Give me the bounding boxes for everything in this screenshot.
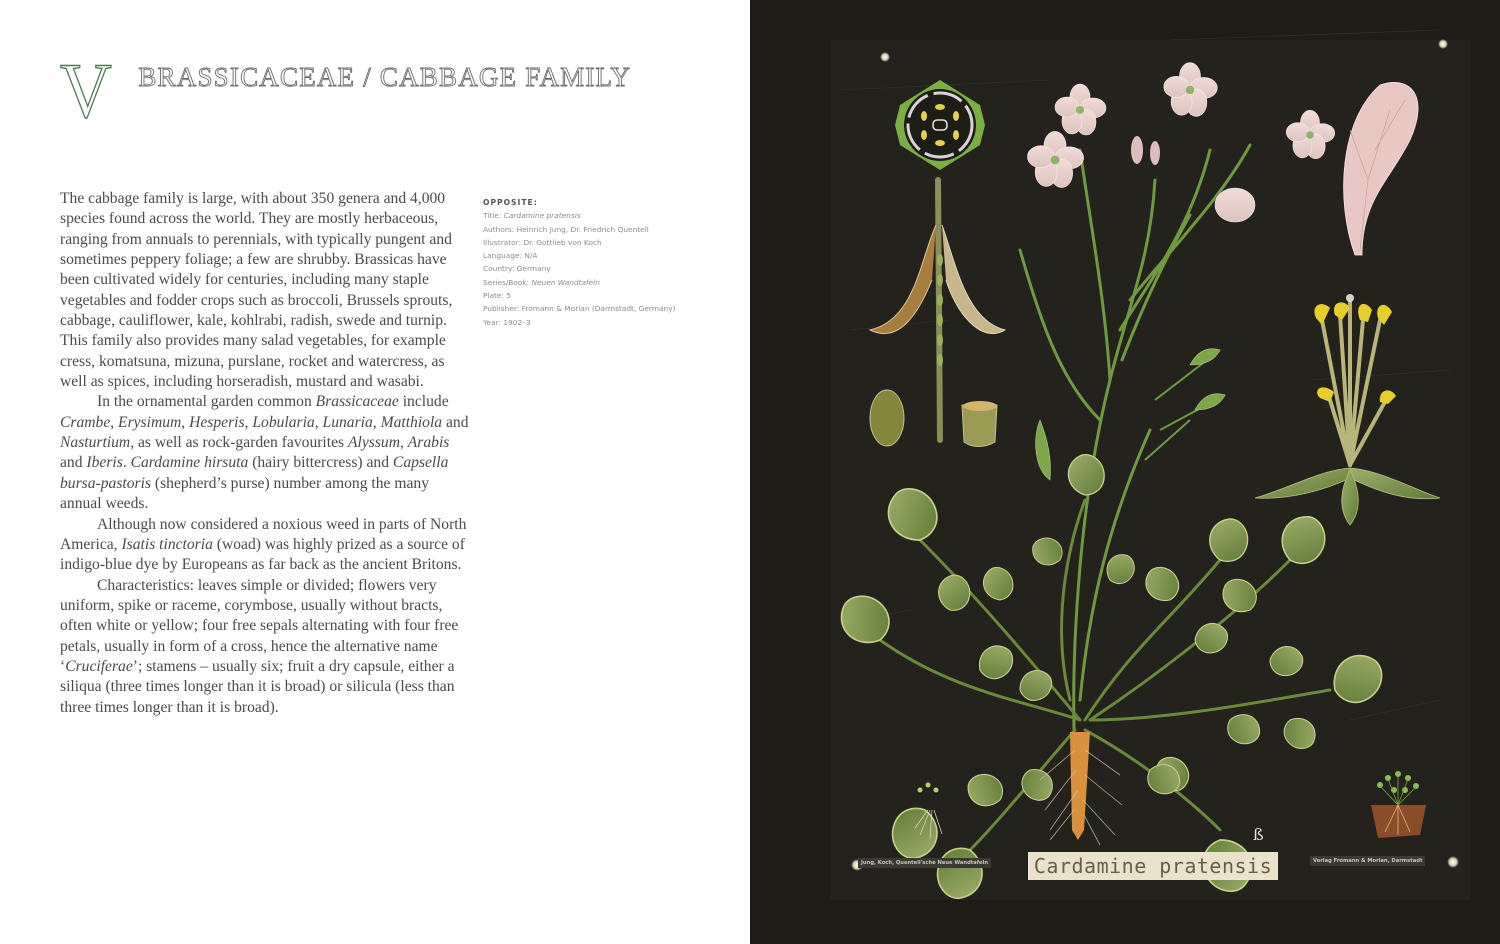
text-run: In the ornamental garden common: [97, 393, 316, 411]
body-text: [60, 189, 472, 718]
text-run: (woad) was highly prized as a source of indigo-blue dye by Europeans as far back as the ancient Britons.: [60, 535, 465, 574]
text-run: ,: [244, 413, 253, 431]
metadata-label: Plate:: [483, 291, 507, 301]
text-run: ,: [372, 413, 381, 431]
text-run: ,: [314, 413, 323, 431]
body-paragraph: [60, 515, 472, 576]
metadata-value: Heinrich Jung, Dr. Friedrich Quentell: [516, 224, 649, 234]
italic-term: Matthiola: [380, 413, 443, 431]
text-run: include: [398, 393, 449, 411]
text-run: (shepherd’s purse) number among the many annual weeds.: [60, 474, 429, 513]
metadata-label: Publisher:: [483, 304, 522, 314]
metadata-label: Country:: [483, 264, 517, 274]
publisher-monogram: ß: [1253, 825, 1264, 844]
body-paragraph: [60, 576, 472, 718]
sidebar-heading: OPPOSITE:: [483, 198, 538, 207]
italic-term: Nasturtium: [60, 434, 131, 452]
plate-caption-sidebar: [483, 196, 713, 329]
text-run: .: [122, 454, 131, 472]
metadata-row: [483, 236, 713, 249]
metadata-row: [483, 302, 713, 315]
metadata-row: [483, 209, 713, 222]
species-label: Cardamine pratensis: [1028, 852, 1278, 880]
metadata-row: [483, 262, 713, 275]
plant-illustration: [750, 0, 1500, 944]
metadata-label: Authors:: [483, 224, 517, 234]
body-paragraph: [60, 189, 472, 392]
metadata-value: Cardamine pratensis: [503, 211, 581, 221]
text-run: Characteristics: leaves simple or divided; flowers very uniform, spike or raceme, corymbose, usually without bracts, often white or yellow; four free sepals alternating with four free petals, usually in form of a cross, hence the alternative name ‘: [60, 576, 459, 675]
chart-series-caption: Jung, Koch, Quentell'sche Neue Wandtafeln: [858, 858, 991, 868]
text-run: ’; stamens – usually six; fruit a dry capsule, either a siliqua (three times longer than it is broad) or silicula (less than three times longer than it is broad).: [60, 657, 455, 716]
italic-term: Isatis tinctoria: [121, 535, 213, 553]
metadata-value: 1902–3: [503, 317, 531, 327]
metadata-label: Language:: [483, 251, 525, 261]
metadata-label: Series/Book:: [483, 277, 532, 287]
metadata-value: Germany: [516, 264, 551, 274]
text-run: and: [60, 454, 87, 472]
metadata-label: Illustrator:: [483, 237, 524, 247]
text-run: Although now considered a noxious weed in parts of North America,: [60, 515, 467, 553]
metadata-row: [483, 249, 713, 262]
metadata-row: [483, 223, 713, 236]
italic-term: Alyssum: [347, 434, 400, 452]
text-run: (hairy bittercress) and: [248, 454, 393, 472]
italic-term: Cardamine hirsuta: [130, 454, 249, 472]
italic-term: Lunaria: [322, 413, 373, 431]
italic-term: Cruciferae: [65, 657, 133, 675]
italic-term: Brassicaceae: [315, 393, 399, 411]
chapter-header: [60, 47, 632, 134]
italic-term: Hesperis: [189, 413, 245, 431]
metadata-value: 5: [506, 291, 512, 301]
italic-term: Iberis: [86, 454, 123, 472]
italic-term: Capsella bursa-pastoris: [60, 454, 449, 492]
metadata-value: Dr. Gottlieb von Koch: [523, 237, 602, 247]
metadata-value: N/A: [524, 251, 538, 261]
text-run: The cabbage family is large, with about 350 genera and 4,000 species found across the world. They are mostly herbaceous, ranging from annuals to perennials, with typically pungent and sometimes peppery foliage; a few are shrubby. Brassicas have been cultivated widely for centuries, including many staple vegetables and fodder crops such as broccoli, Brussels sprouts, cabbage, cauliflower, kale, kohlrabi, radish, swede and turnip. This family also provides many salad vegetables, for example cress, komatsuna, mizuna, purslane, rocket and watercress, as well as spices, including horseradish, mustard and wasabi.: [60, 190, 453, 391]
metadata-row: [483, 316, 713, 329]
metadata-value: Fromann & Morian (Darmstadt, Germany): [521, 304, 676, 314]
chapter-title: BRASSICACEAE / CABBAGE FAMILY: [138, 62, 632, 92]
metadata-row: [483, 276, 713, 289]
metadata-label: Title:: [483, 211, 504, 221]
chart-publisher-caption: Verlag Fromann & Morian, Darmstadt: [1310, 856, 1425, 866]
text-run: ,: [110, 413, 119, 431]
chapter-roman-numeral: V: [60, 47, 112, 134]
text-run: ,: [399, 434, 408, 452]
botanical-wall-chart: [750, 0, 1500, 944]
text-run: , as well as rock-garden favourites: [130, 434, 348, 452]
text-run: and: [442, 413, 469, 431]
italic-term: Arabis: [407, 434, 450, 452]
metadata-row: [483, 289, 713, 302]
italic-term: Lobularia: [252, 413, 315, 431]
body-paragraph: [60, 392, 472, 514]
metadata-label: Year:: [483, 317, 504, 327]
text-run: ,: [181, 413, 190, 431]
italic-term: Erysimum: [118, 413, 182, 431]
italic-term: Crambe: [60, 413, 111, 431]
metadata-value: Neuen Wandtafeln: [531, 277, 600, 287]
